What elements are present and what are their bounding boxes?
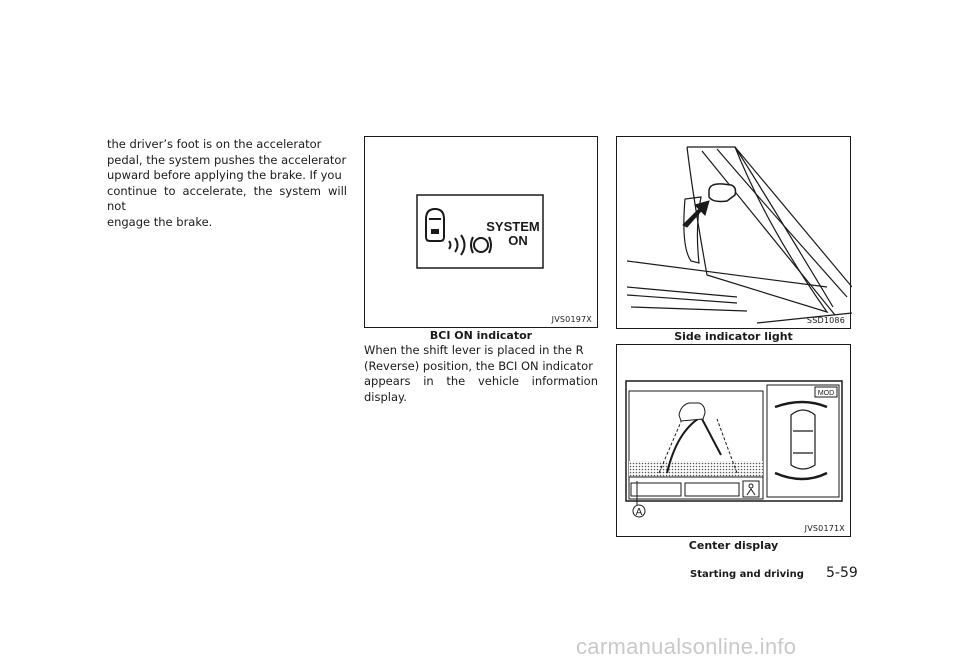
- system-text: SYSTEM: [486, 219, 540, 234]
- caption-side-indicator-light: Side indicator light: [674, 330, 793, 343]
- body-text-bci: [364, 343, 598, 405]
- figure-code: JVS0171X: [804, 524, 845, 533]
- arrow-pointer-icon: [683, 201, 709, 227]
- figure-bci-on-indicator: [364, 136, 598, 328]
- mode-label: MOD: [817, 390, 835, 397]
- text-line: When the shift lever is placed in the R: [364, 343, 584, 357]
- figure-center-display: [616, 344, 851, 537]
- footer-section-title: Starting and driving: [690, 569, 804, 580]
- callout-a-label: A: [635, 507, 643, 518]
- watermark: carmanualsonline.info: [576, 634, 797, 659]
- side-indicator-illustration: [617, 137, 852, 330]
- text-line: pedal, the system pushes the accelerator: [107, 152, 347, 167]
- bci-indicator-illustration: [365, 137, 599, 329]
- side-indicator-lamp: [709, 184, 736, 202]
- figure-side-indicator-light: [616, 136, 851, 329]
- figure-code: JVS0197X: [551, 315, 592, 324]
- figure-code: SSD1086: [806, 316, 845, 325]
- text-line: (Reverse) position, the BCI ON indicator: [364, 358, 593, 373]
- on-text: ON: [508, 233, 528, 248]
- text-line: continue to accelerate, the system will not: [107, 183, 347, 213]
- person-warning-icon: [743, 481, 759, 497]
- footer-page-number: 5-59: [826, 565, 858, 581]
- center-display-illustration: [617, 345, 852, 538]
- caption-center-display: Center display: [688, 539, 779, 552]
- text-line: the driver’s foot is on the accelerator: [107, 137, 322, 151]
- text-line: engage the brake.: [107, 214, 213, 229]
- display-button: [631, 483, 681, 496]
- caption-bci-on-indicator: BCI ON indicator: [429, 329, 533, 342]
- display-button: [685, 483, 739, 496]
- body-text-continued: [107, 137, 347, 230]
- text-line: upward before applying the brake. If you: [107, 168, 342, 182]
- text-line: appears in the vehicle information display.: [364, 374, 598, 404]
